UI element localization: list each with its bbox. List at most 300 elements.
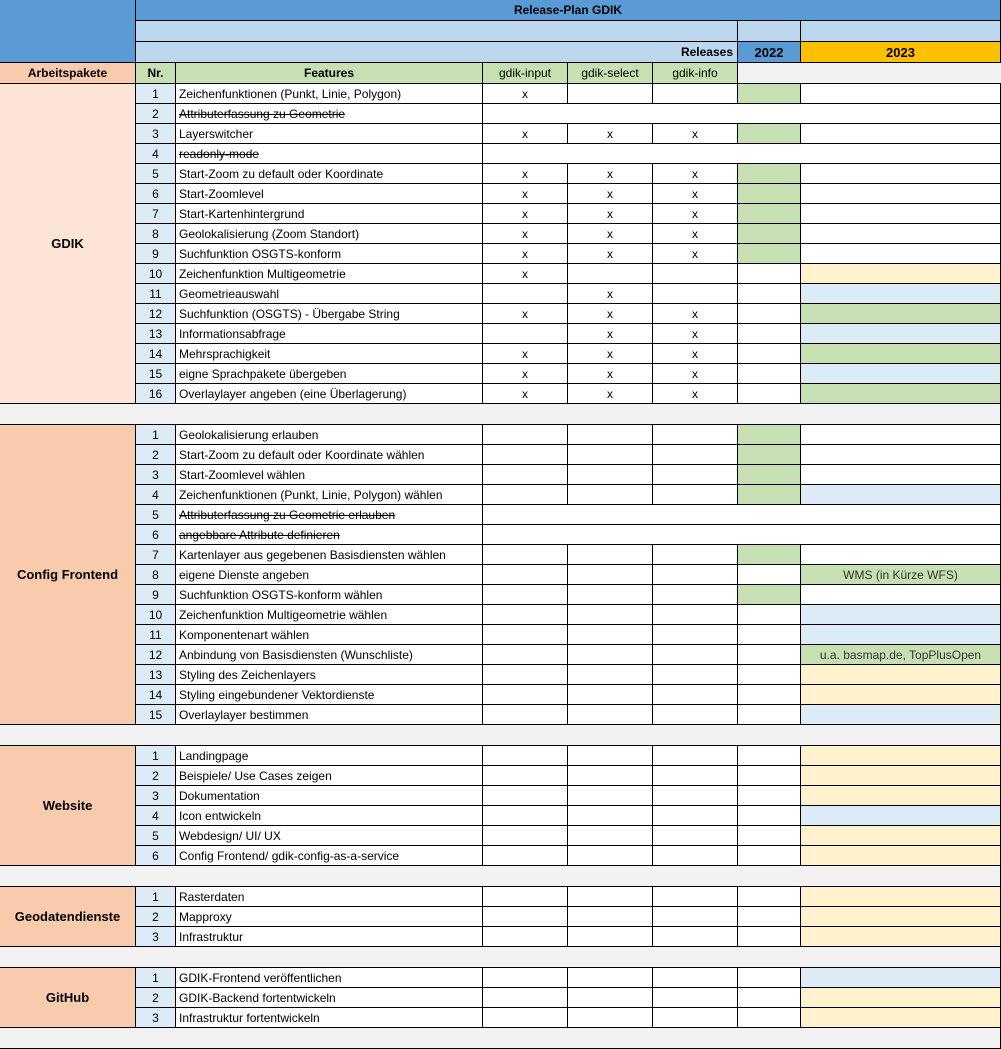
gdik-input-mark xyxy=(483,625,568,645)
feature-label: Beispiele/ Use Cases zeigen xyxy=(176,766,483,786)
gdik-info-mark xyxy=(653,907,738,927)
gdik-info-mark xyxy=(653,685,738,705)
row-number: 6 xyxy=(136,525,176,545)
release-2022-cell xyxy=(738,927,801,947)
release-2023-cell xyxy=(801,605,1001,625)
arbeitspakete-header: Arbeitspakete xyxy=(0,63,136,84)
feature-label: Zeichenfunktion Multigeometrie xyxy=(176,264,483,284)
nr-header: Nr. xyxy=(136,63,176,84)
release-2023-cell xyxy=(801,907,1001,927)
feature-label: Suchfunktion OSGTS-konform wählen xyxy=(176,585,483,605)
feature-label: Start-Zoomlevel wählen xyxy=(176,465,483,485)
release-2022-cell xyxy=(738,766,801,786)
gdik-input-mark xyxy=(483,324,568,344)
row-number: 7 xyxy=(136,204,176,224)
gdik-info-header: gdik-info xyxy=(653,63,738,84)
row-number: 12 xyxy=(136,304,176,324)
release-2023-cell xyxy=(801,786,1001,806)
gdik-select-mark xyxy=(568,545,653,565)
release-2022-cell xyxy=(738,645,801,665)
gdik-input-mark: x xyxy=(483,264,568,284)
row-number: 12 xyxy=(136,645,176,665)
gdik-info-mark: x xyxy=(653,344,738,364)
release-2023-cell xyxy=(801,968,1001,988)
gdik-input-mark xyxy=(483,585,568,605)
row-number: 7 xyxy=(136,545,176,565)
feature-label: Attributerfassung zu Geometrie erlauben xyxy=(176,505,483,525)
feature-label: GDIK-Backend fortentwickeln xyxy=(176,988,483,1008)
gdik-select-mark xyxy=(568,786,653,806)
gdik-input-mark: x xyxy=(483,244,568,264)
gdik-input-mark: x xyxy=(483,204,568,224)
feature-label: eigne Sprachpakete übergeben xyxy=(176,364,483,384)
row-number: 9 xyxy=(136,244,176,264)
release-2023-cell xyxy=(801,927,1001,947)
release-2023-cell xyxy=(801,826,1001,846)
release-2023-cell xyxy=(801,625,1001,645)
feature-label: Styling eingebundener Vektordienste xyxy=(176,685,483,705)
gdik-input-mark: x xyxy=(483,344,568,364)
row-number: 1 xyxy=(136,968,176,988)
row-number: 9 xyxy=(136,585,176,605)
release-2022-cell xyxy=(738,304,801,324)
feature-label: Start-Zoomlevel xyxy=(176,184,483,204)
feature-label: Zeichenfunktion Multigeometrie wählen xyxy=(176,605,483,625)
gdik-select-mark xyxy=(568,585,653,605)
gdik-info-mark: x xyxy=(653,304,738,324)
gdik-select-mark: x xyxy=(568,204,653,224)
feature-label: Icon entwickeln xyxy=(176,806,483,826)
gdik-input-mark xyxy=(483,485,568,505)
release-2022-cell xyxy=(738,465,801,485)
release-2023-cell xyxy=(801,264,1001,284)
row-number: 15 xyxy=(136,364,176,384)
section-label: GDIK xyxy=(0,84,136,404)
feature-label: Styling des Zeichenlayers xyxy=(176,665,483,685)
row-number: 3 xyxy=(136,1008,176,1028)
release-2023-cell xyxy=(801,445,1001,465)
gdik-input-mark xyxy=(483,425,568,445)
gdik-input-mark xyxy=(483,826,568,846)
gdik-input-mark xyxy=(483,605,568,625)
gdik-info-mark xyxy=(653,746,738,766)
gdik-info-mark xyxy=(653,968,738,988)
release-2023-cell xyxy=(801,384,1001,404)
release-2023-cell xyxy=(801,324,1001,344)
release-2023-cell xyxy=(801,746,1001,766)
feature-label: Mehrsprachigkeit xyxy=(176,344,483,364)
gdik-select-mark: x xyxy=(568,304,653,324)
feature-label: Start-Kartenhintergrund xyxy=(176,204,483,224)
page-title: Release-Plan GDIK xyxy=(136,0,1001,21)
gdik-info-mark xyxy=(653,445,738,465)
row-number: 16 xyxy=(136,384,176,404)
gdik-select-mark xyxy=(568,605,653,625)
gdik-select-mark xyxy=(568,665,653,685)
gdik-info-mark: x xyxy=(653,164,738,184)
gdik-input-mark xyxy=(483,705,568,725)
row-number: 11 xyxy=(136,625,176,645)
release-2023-cell xyxy=(801,766,1001,786)
gdik-info-mark: x xyxy=(653,324,738,344)
release-2023-cell: u.a. basmap.de, TopPlusOpen xyxy=(801,645,1001,665)
release-2022-cell xyxy=(738,485,801,505)
release-2022-cell xyxy=(738,705,801,725)
gdik-info-mark xyxy=(653,284,738,304)
corner-blank xyxy=(0,0,136,63)
feature-label: Zeichenfunktionen (Punkt, Linie, Polygon) xyxy=(176,84,483,104)
gdik-info-mark xyxy=(653,485,738,505)
release-2022-cell xyxy=(738,887,801,907)
year-2022-header: 2022 xyxy=(738,42,801,63)
row-number: 3 xyxy=(136,927,176,947)
gdik-select-mark xyxy=(568,746,653,766)
release-2022-cell xyxy=(738,445,801,465)
row-number: 1 xyxy=(136,887,176,907)
gdik-info-mark: x xyxy=(653,364,738,384)
gdik-select-mark xyxy=(568,705,653,725)
gdik-input-mark: x xyxy=(483,364,568,384)
release-2023-cell xyxy=(801,425,1001,445)
release-2022-cell xyxy=(738,545,801,565)
row-number: 6 xyxy=(136,846,176,866)
gdik-input-mark xyxy=(483,645,568,665)
row-number: 11 xyxy=(136,284,176,304)
gdik-input-mark: x xyxy=(483,384,568,404)
feature-label: Geolokalisierung (Zoom Standort) xyxy=(176,224,483,244)
gdik-select-mark: x xyxy=(568,184,653,204)
release-2022-cell xyxy=(738,124,801,144)
gdik-select-mark xyxy=(568,685,653,705)
release-2022-cell xyxy=(738,968,801,988)
gdik-info-mark xyxy=(653,545,738,565)
gdik-input-mark: x xyxy=(483,304,568,324)
row-number: 2 xyxy=(136,907,176,927)
release-2022-cell xyxy=(738,224,801,244)
feature-label: Infrastruktur fortentwickeln xyxy=(176,1008,483,1028)
gdik-input-mark xyxy=(483,445,568,465)
gdik-select-mark: x xyxy=(568,244,653,264)
release-2022-cell xyxy=(738,344,801,364)
section-separator xyxy=(0,947,1001,968)
header-blank-row xyxy=(136,21,738,42)
releases-label: Releases xyxy=(136,42,738,63)
gdik-input-mark: x xyxy=(483,164,568,184)
feature-label: Infrastruktur xyxy=(176,927,483,947)
gdik-input-mark xyxy=(483,565,568,585)
gdik-select-mark xyxy=(568,264,653,284)
section-separator xyxy=(0,866,1001,887)
gdik-select-mark xyxy=(568,425,653,445)
gdik-input-mark: x xyxy=(483,124,568,144)
release-2023-cell xyxy=(801,685,1001,705)
merged-empty-cell xyxy=(483,144,1001,164)
row-number: 2 xyxy=(136,445,176,465)
release-2023-cell xyxy=(801,705,1001,725)
release-2023-cell xyxy=(801,665,1001,685)
gdik-select-mark xyxy=(568,485,653,505)
gdik-input-mark xyxy=(483,988,568,1008)
release-2023-cell xyxy=(801,304,1001,324)
release-2022-cell xyxy=(738,846,801,866)
row-number: 2 xyxy=(136,766,176,786)
row-number: 4 xyxy=(136,485,176,505)
row-number: 8 xyxy=(136,565,176,585)
features-header: Features xyxy=(176,63,483,84)
release-2022-cell xyxy=(738,164,801,184)
release-2023-cell xyxy=(801,124,1001,144)
release-2022-cell xyxy=(738,988,801,1008)
gdik-info-mark xyxy=(653,585,738,605)
feature-label: Overlaylayer angeben (eine Überlagerung) xyxy=(176,384,483,404)
gdik-input-mark xyxy=(483,545,568,565)
gdik-select-mark xyxy=(568,887,653,907)
gdik-info-mark xyxy=(653,786,738,806)
release-2022-cell xyxy=(738,806,801,826)
gdik-info-mark xyxy=(653,605,738,625)
gdik-select-mark: x xyxy=(568,284,653,304)
release-2023-cell xyxy=(801,1008,1001,1028)
gdik-input-mark xyxy=(483,665,568,685)
gdik-select-mark xyxy=(568,846,653,866)
gdik-info-mark: x xyxy=(653,244,738,264)
release-2022-cell xyxy=(738,364,801,384)
feature-label: angebbare Attribute definieren xyxy=(176,525,483,545)
gdik-input-mark: x xyxy=(483,84,568,104)
release-2023-cell xyxy=(801,545,1001,565)
gdik-info-mark xyxy=(653,645,738,665)
gdik-info-mark xyxy=(653,988,738,1008)
row-number: 3 xyxy=(136,124,176,144)
release-2022-cell xyxy=(738,384,801,404)
release-2022-cell xyxy=(738,565,801,585)
feature-label: Webdesign/ UI/ UX xyxy=(176,826,483,846)
row-number: 13 xyxy=(136,324,176,344)
gdik-select-mark: x xyxy=(568,384,653,404)
release-2023-cell xyxy=(801,887,1001,907)
release-2022-cell xyxy=(738,184,801,204)
gdik-input-mark: x xyxy=(483,224,568,244)
gdik-select-mark xyxy=(568,968,653,988)
gdik-input-mark xyxy=(483,907,568,927)
gdik-info-mark xyxy=(653,927,738,947)
gdik-select-mark xyxy=(568,806,653,826)
gdik-select-mark xyxy=(568,565,653,585)
gdik-select-mark xyxy=(568,465,653,485)
feature-label: Landingpage xyxy=(176,746,483,766)
year-2023-header: 2023 xyxy=(801,42,1001,63)
section-label: Geodatendienste xyxy=(0,887,136,947)
row-number: 15 xyxy=(136,705,176,725)
release-2023-cell xyxy=(801,284,1001,304)
gdik-input-mark xyxy=(483,1008,568,1028)
release-2022-cell xyxy=(738,826,801,846)
gdik-input-mark xyxy=(483,846,568,866)
gdik-select-mark: x xyxy=(568,164,653,184)
release-2023-cell: WMS (in Kürze WFS) xyxy=(801,565,1001,585)
release-2023-cell xyxy=(801,988,1001,1008)
gdik-input-mark xyxy=(483,685,568,705)
row-number: 2 xyxy=(136,988,176,1008)
gdik-info-mark xyxy=(653,826,738,846)
gdik-info-mark: x xyxy=(653,184,738,204)
row-number: 4 xyxy=(136,144,176,164)
release-2022-cell xyxy=(738,284,801,304)
feature-label: Informationsabfrage xyxy=(176,324,483,344)
row-number: 10 xyxy=(136,264,176,284)
release-2022-cell xyxy=(738,244,801,264)
release-2022-cell xyxy=(738,585,801,605)
gdik-input-mark xyxy=(483,284,568,304)
gdik-info-mark xyxy=(653,425,738,445)
release-2023-cell xyxy=(801,364,1001,384)
gdik-info-mark xyxy=(653,705,738,725)
gdik-select-mark: x xyxy=(568,344,653,364)
gdik-input-header: gdik-input xyxy=(483,63,568,84)
feature-label: Start-Zoom zu default oder Koordinate xyxy=(176,164,483,184)
release-2023-cell xyxy=(801,164,1001,184)
gdik-info-mark xyxy=(653,846,738,866)
row-number: 6 xyxy=(136,184,176,204)
release-2023-cell xyxy=(801,244,1001,264)
gdik-select-mark: x xyxy=(568,124,653,144)
release-2022-cell xyxy=(738,665,801,685)
gdik-input-mark xyxy=(483,887,568,907)
feature-label: GDIK-Frontend veröffentlichen xyxy=(176,968,483,988)
gdik-select-mark xyxy=(568,645,653,665)
merged-empty-cell xyxy=(483,505,1001,525)
header-blank-2022 xyxy=(738,21,801,42)
gdik-info-mark xyxy=(653,766,738,786)
gdik-info-mark xyxy=(653,887,738,907)
row-number: 13 xyxy=(136,665,176,685)
section-separator xyxy=(0,404,1001,425)
gdik-select-mark xyxy=(568,84,653,104)
gdik-info-mark xyxy=(653,465,738,485)
section-separator xyxy=(0,725,1001,746)
gdik-select-mark xyxy=(568,826,653,846)
release-2023-cell xyxy=(801,846,1001,866)
feature-label: Overlaylayer bestimmen xyxy=(176,705,483,725)
gdik-info-mark: x xyxy=(653,204,738,224)
gdik-info-mark xyxy=(653,806,738,826)
gdik-info-mark: x xyxy=(653,224,738,244)
release-2022-cell xyxy=(738,204,801,224)
row-number: 4 xyxy=(136,806,176,826)
gdik-select-mark xyxy=(568,445,653,465)
release-2023-cell xyxy=(801,806,1001,826)
feature-label: Layerswitcher xyxy=(176,124,483,144)
header-empty-area xyxy=(738,63,1001,84)
gdik-input-mark xyxy=(483,465,568,485)
row-number: 3 xyxy=(136,786,176,806)
row-number: 2 xyxy=(136,104,176,124)
gdik-info-mark xyxy=(653,625,738,645)
release-2022-cell xyxy=(738,1008,801,1028)
gdik-select-mark: x xyxy=(568,364,653,384)
header-blank-2023 xyxy=(801,21,1001,42)
feature-label: Anbindung von Basisdiensten (Wunschliste) xyxy=(176,645,483,665)
feature-label: Komponentenart wählen xyxy=(176,625,483,645)
section-label: Website xyxy=(0,746,136,866)
row-number: 8 xyxy=(136,224,176,244)
release-2023-cell xyxy=(801,465,1001,485)
feature-label: Geometrieauswahl xyxy=(176,284,483,304)
release-2023-cell xyxy=(801,485,1001,505)
feature-label: Attributerfassung zu Geometrie xyxy=(176,104,483,124)
gdik-select-mark xyxy=(568,625,653,645)
feature-label: Suchfunktion OSGTS-konform xyxy=(176,244,483,264)
gdik-input-mark xyxy=(483,746,568,766)
release-2023-cell xyxy=(801,344,1001,364)
feature-label: Config Frontend/ gdik-config-as-a-service xyxy=(176,846,483,866)
release-2022-cell xyxy=(738,324,801,344)
gdik-select-mark xyxy=(568,1008,653,1028)
row-number: 5 xyxy=(136,505,176,525)
release-2022-cell xyxy=(738,907,801,927)
feature-label: readonly-mode xyxy=(176,144,483,164)
release-2022-cell xyxy=(738,264,801,284)
gdik-info-mark xyxy=(653,565,738,585)
merged-empty-cell xyxy=(483,104,1001,124)
release-2022-cell xyxy=(738,425,801,445)
feature-label: Mapproxy xyxy=(176,907,483,927)
feature-label: Kartenlayer aus gegebenen Basisdiensten wählen xyxy=(176,545,483,565)
feature-label: Geolokalisierung erlauben xyxy=(176,425,483,445)
gdik-input-mark xyxy=(483,786,568,806)
feature-label: Zeichenfunktionen (Punkt, Linie, Polygon) wählen xyxy=(176,485,483,505)
gdik-info-mark xyxy=(653,264,738,284)
section-label: GitHub xyxy=(0,968,136,1028)
row-number: 3 xyxy=(136,465,176,485)
gdik-select-mark: x xyxy=(568,224,653,244)
gdik-select-mark xyxy=(568,988,653,1008)
row-number: 5 xyxy=(136,164,176,184)
gdik-input-mark xyxy=(483,766,568,786)
gdik-info-mark xyxy=(653,84,738,104)
release-2022-cell xyxy=(738,84,801,104)
row-number: 14 xyxy=(136,685,176,705)
release-2022-cell xyxy=(738,746,801,766)
gdik-input-mark xyxy=(483,806,568,826)
feature-label: Rasterdaten xyxy=(176,887,483,907)
feature-label: Suchfunktion (OSGTS) - Übergabe String xyxy=(176,304,483,324)
merged-empty-cell xyxy=(483,525,1001,545)
gdik-info-mark xyxy=(653,665,738,685)
release-2023-cell xyxy=(801,224,1001,244)
gdik-select-mark xyxy=(568,907,653,927)
section-label: Config Frontend xyxy=(0,425,136,725)
gdik-select-mark xyxy=(568,927,653,947)
release-2023-cell xyxy=(801,585,1001,605)
release-2023-cell xyxy=(801,184,1001,204)
release-2023-cell xyxy=(801,204,1001,224)
gdik-select-mark xyxy=(568,766,653,786)
row-number: 1 xyxy=(136,84,176,104)
gdik-info-mark: x xyxy=(653,384,738,404)
release-2022-cell xyxy=(738,625,801,645)
gdik-info-mark: x xyxy=(653,124,738,144)
release-2023-cell xyxy=(801,84,1001,104)
gdik-input-mark: x xyxy=(483,184,568,204)
feature-label: Dokumentation xyxy=(176,786,483,806)
row-number: 1 xyxy=(136,746,176,766)
release-2022-cell xyxy=(738,685,801,705)
row-number: 14 xyxy=(136,344,176,364)
feature-label: Start-Zoom zu default oder Koordinate wählen xyxy=(176,445,483,465)
gdik-info-mark xyxy=(653,1008,738,1028)
release-2022-cell xyxy=(738,786,801,806)
